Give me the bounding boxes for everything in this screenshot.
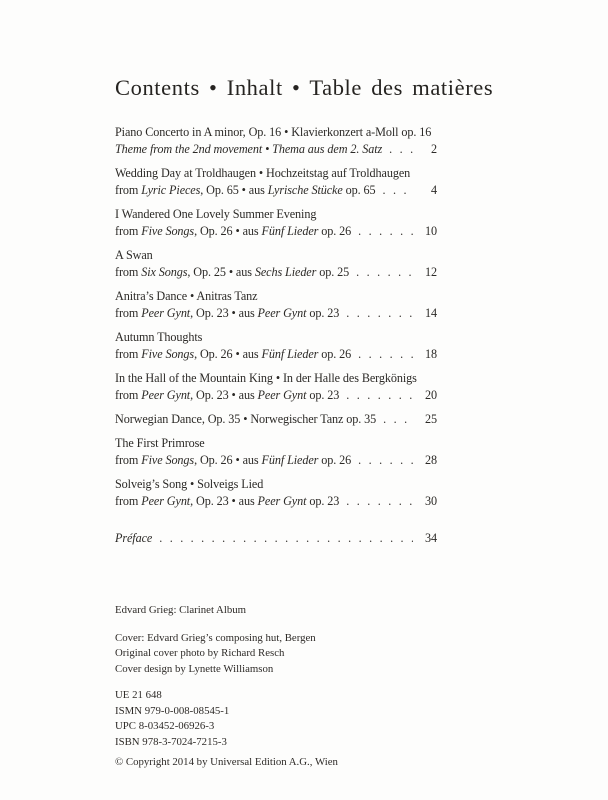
catalog-line: ISMN 979-0-008-08545-1: [115, 704, 230, 717]
preface-label: Préface: [115, 531, 153, 545]
source-segment: , Op. 26 • aus: [194, 347, 262, 361]
source-segment-italic: Peer Gynt: [257, 306, 307, 320]
source-segment-italic: Peer Gynt: [257, 388, 307, 402]
page-title: Contents • Inhalt • Table des matières: [115, 75, 494, 100]
toc-entry-source: [115, 452, 351, 469]
page-number: 12: [425, 265, 437, 279]
dot-leader: [356, 264, 413, 281]
preface-row: [115, 530, 437, 547]
toc-entry: [115, 329, 437, 363]
cover-credits: [115, 631, 338, 678]
dot-leader: [383, 182, 414, 199]
toc-entry-source: [115, 346, 351, 363]
toc-entry-title: Piano Concerto in A minor, Op. 16 • Klavierkonzert a-Moll op. 16: [115, 125, 432, 139]
toc-entry-source: [115, 264, 349, 281]
page-number: 20: [425, 388, 437, 402]
source-segment: from: [115, 494, 142, 508]
source-segment: op. 23: [306, 494, 340, 508]
toc-entry-source-row: [115, 141, 437, 158]
source-segment: from: [115, 306, 142, 320]
catalog-line: ISBN 978-3-7024-7215-3: [115, 735, 227, 748]
source-segment-italic: Peer Gynt: [141, 388, 191, 402]
toc-entry: [115, 370, 437, 404]
dot-leader: [383, 411, 413, 428]
page-number: 28: [425, 453, 437, 467]
toc-entry-title: Anitra’s Dance • Anitras Tanz: [115, 289, 258, 303]
source-segment: from: [115, 224, 142, 238]
dot-leader: [346, 305, 413, 322]
source-segment-italic: Five Songs: [141, 453, 195, 467]
toc-entry-title: Wedding Day at Troldhaugen • Hochzeitstag auf Troldhaugen: [115, 166, 411, 180]
catalog-numbers: [115, 688, 338, 750]
toc-entry-source: [115, 182, 376, 199]
toc-entry: [115, 288, 437, 322]
toc-entry: [115, 247, 437, 281]
catalog-line: UPC 8-03452-06926-3: [115, 720, 215, 732]
source-segment-italic: Lyrische Stücke: [267, 183, 343, 197]
source-segment: op. 65: [342, 183, 376, 197]
source-segment-italic: Five Songs: [141, 347, 195, 361]
dot-leader: [358, 346, 413, 363]
preface-label-wrap: [115, 530, 152, 547]
toc-entry: [115, 206, 437, 240]
toc-entry: [115, 435, 437, 469]
credit-line: Cover design by Lynette Williamson: [115, 662, 274, 675]
toc-entry-source: [115, 141, 382, 158]
source-segment: , Op. 65 • aus: [200, 183, 268, 197]
source-segment: from: [115, 265, 142, 279]
credit-line: Cover: Edvard Grieg’s composing hut, Bergen: [115, 631, 316, 644]
toc-entry-source-row: [115, 387, 437, 404]
dot-leader: [346, 387, 413, 404]
toc-entry-source-row: [115, 452, 437, 469]
toc-page: [115, 74, 494, 554]
source-segment-italic: Fünf Lieder: [261, 347, 319, 361]
imprint: [115, 603, 338, 783]
source-segment-italic: Lyric Pieces: [141, 183, 201, 197]
source-segment-italic: Sechs Lieder: [254, 265, 317, 279]
page-number: 30: [425, 494, 437, 508]
toc-entry-title: A Swan: [115, 248, 153, 262]
toc-entry-source: [115, 305, 339, 322]
preface-entry: [115, 530, 437, 547]
page-number: 2: [431, 142, 437, 156]
catalog-line: UE 21 648: [115, 689, 162, 701]
toc-entry-source: [115, 223, 351, 240]
toc-entry-source: [115, 493, 339, 510]
toc-entry: [115, 411, 437, 428]
source-segment: from: [115, 183, 142, 197]
source-segment: , Op. 23 • aus: [190, 306, 258, 320]
source-segment: , Op. 23 • aus: [190, 494, 258, 508]
dot-leader: [159, 530, 413, 547]
page-number: 34: [425, 531, 437, 545]
page-number: 18: [425, 347, 437, 361]
source-segment: op. 26: [318, 347, 352, 361]
source-segment: op. 26: [318, 453, 352, 467]
toc-entry-source-row: [115, 305, 437, 322]
source-segment-italic: Fünf Lieder: [261, 453, 319, 467]
source-segment-italic: Six Songs: [141, 265, 188, 279]
toc-entry-title: The First Primrose: [115, 436, 205, 450]
source-segment-italic: Theme from the 2nd movement • Thema aus dem 2. Satz: [115, 142, 383, 156]
source-segment: op. 23: [306, 306, 340, 320]
toc-entry-source-row: [115, 264, 437, 281]
toc-entry-title-row: [115, 411, 437, 428]
toc-entry: [115, 124, 437, 158]
toc-entry-source: [115, 387, 339, 404]
source-segment: op. 25: [316, 265, 350, 279]
source-segment: , Op. 23 • aus: [190, 388, 258, 402]
source-segment: op. 23: [306, 388, 340, 402]
toc-entry-title: I Wandered One Lovely Summer Evening: [115, 207, 317, 221]
source-segment: from: [115, 453, 142, 467]
toc-entry: [115, 476, 437, 510]
source-segment: from: [115, 388, 142, 402]
source-segment-italic: Five Songs: [141, 224, 195, 238]
toc-entry: [115, 165, 437, 199]
publication-title: Edvard Grieg: Clarinet Album: [115, 604, 247, 616]
toc-entry-source-row: [115, 493, 437, 510]
toc-entry-source-row: [115, 223, 437, 240]
dot-leader: [358, 223, 413, 240]
source-segment-italic: Peer Gynt: [257, 494, 307, 508]
toc-entry-title: Autumn Thoughts: [115, 330, 203, 344]
dot-leader: [358, 452, 413, 469]
source-segment: , Op. 26 • aus: [194, 453, 262, 467]
page-number: 25: [425, 412, 437, 426]
dot-leader: [346, 493, 413, 510]
source-segment-italic: Peer Gynt: [141, 306, 191, 320]
toc-entry-title: Solveig’s Song • Solveigs Lied: [115, 477, 264, 491]
source-segment-italic: Fünf Lieder: [261, 224, 319, 238]
toc-entry-source-row: [115, 182, 437, 199]
page-number: 10: [425, 224, 437, 238]
source-segment: , Op. 26 • aus: [194, 224, 262, 238]
page-number: 4: [431, 183, 437, 197]
copyright-line: © Copyright 2014 by Universal Edition A.G., Wien: [115, 756, 338, 768]
source-segment: op. 26: [318, 224, 352, 238]
source-segment: , Op. 25 • aus: [187, 265, 255, 279]
toc-entry-source-row: [115, 346, 437, 363]
toc-entry-title: In the Hall of the Mountain King • In der Halle des Bergkönigs: [115, 371, 417, 385]
page-number: 14: [425, 306, 437, 320]
toc-entry-title: Norwegian Dance, Op. 35 • Norwegischer Tanz op. 35: [115, 412, 377, 426]
dot-leader: [389, 141, 413, 158]
source-segment: from: [115, 347, 142, 361]
toc-list: [115, 124, 437, 547]
credit-line: Original cover photo by Richard Resch: [115, 647, 285, 659]
source-segment-italic: Peer Gynt: [141, 494, 191, 508]
